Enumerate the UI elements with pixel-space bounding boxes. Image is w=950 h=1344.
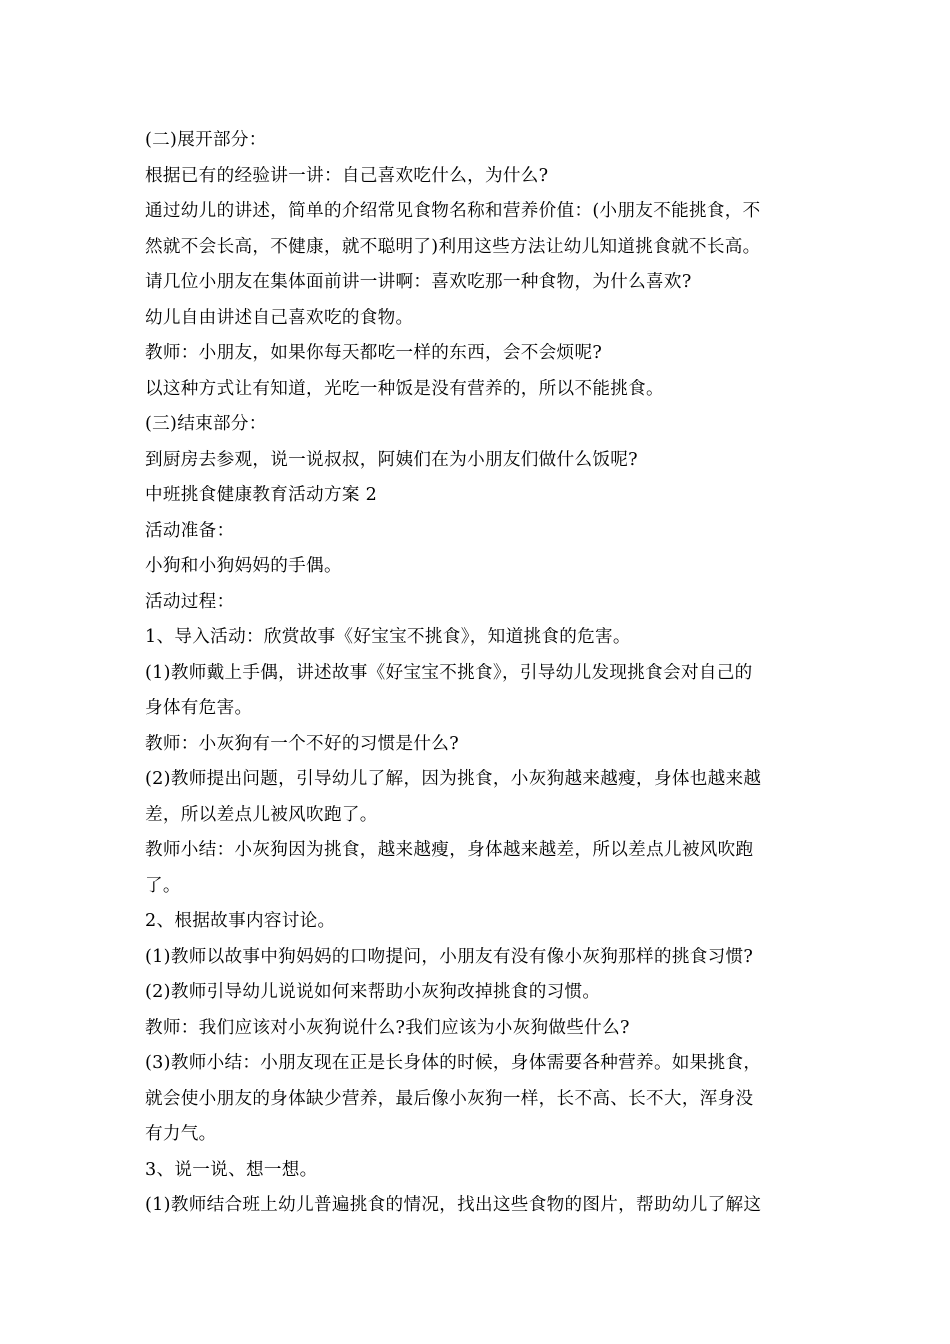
section-heading-ending: (三)结束部分： — [145, 414, 267, 434]
paragraph-line: 根据已有的经验讲一讲：自己喜欢吃什么，为什么? — [145, 165, 549, 186]
paragraph-line: 通过幼儿的讲述，简单的介绍常见食物名称和营养价值：(小朋友不能挑食，不 — [145, 201, 761, 221]
paragraph-line: 小狗和小狗妈妈的手偶。 — [145, 556, 342, 576]
paragraph-line: (3)教师小结：小朋友现在正是长身体的时候，身体需要各种营养。如果挑食， — [145, 1053, 762, 1073]
paragraph-line: 有力气。 — [145, 1124, 217, 1144]
paragraph-line: (1)教师戴上手偶，讲述故事《好宝宝不挑食》，引导幼儿发现挑食会对自己的 — [145, 662, 753, 683]
paragraph-line: 身体有危害。 — [145, 698, 253, 718]
section-heading-expand: (二)展开部分： — [145, 130, 267, 150]
paragraph-line: 教师：我们应该对小灰狗说什么?我们应该为小灰狗做些什么? — [145, 1017, 630, 1038]
paragraph-line: 1、导入活动：欣赏故事《好宝宝不挑食》，知道挑食的危害。 — [145, 627, 631, 647]
paragraph-line: 幼儿自由讲述自己喜欢吃的食物。 — [145, 307, 414, 328]
paragraph-line: 到厨房去参观，说一说叔叔，阿姨们在为小朋友们做什么饭呢? — [145, 449, 638, 470]
paragraph-line: 教师小结：小灰狗因为挑食，越来越瘦，身体越来越差，所以差点儿被风吹跑 — [145, 840, 754, 860]
document-body — [145, 123, 813, 1224]
paragraph-line: 了。 — [145, 875, 181, 896]
paragraph-line: 差，所以差点儿被风吹跑了。 — [145, 804, 378, 825]
plan-title: 中班挑食健康教育活动方案 2 — [145, 485, 378, 505]
paragraph-line: 就会使小朋友的身体缺少营养，最后像小灰狗一样，长不高、长不大，浑身没 — [145, 1088, 754, 1109]
paragraph-line: 教师：小灰狗有一个不好的习惯是什么? — [145, 733, 459, 754]
paragraph-line: 2、根据故事内容讨论。 — [145, 911, 336, 931]
paragraph-line: (2)教师提出问题，引导幼儿了解，因为挑食，小灰狗越来越瘦，身体也越来越 — [145, 769, 762, 789]
section-heading-preparation: 活动准备： — [145, 520, 235, 541]
paragraph-line: 以这种方式让有知道，光吃一种饭是没有营养的，所以不能挑食。 — [145, 378, 664, 399]
section-heading-process: 活动过程： — [145, 591, 235, 612]
paragraph-line: 然就不会长高，不健康，就不聪明了)利用这些方法让幼儿知道挑食就不长高。 — [145, 236, 761, 257]
paragraph-line: (1)教师以故事中狗妈妈的口吻提问，小朋友有没有像小灰狗那样的挑食习惯? — [145, 946, 754, 967]
paragraph-line: 请几位小朋友在集体面前讲一讲啊：喜欢吃那一种食物，为什么喜欢? — [145, 272, 692, 292]
paragraph-line: 教师：小朋友，如果你每天都吃一样的东西，会不会烦呢? — [145, 343, 603, 363]
paragraph-line: (1)教师结合班上幼儿普遍挑食的情况，找出这些食物的图片，帮助幼儿了解这 — [145, 1195, 762, 1215]
paragraph-line: 3、说一说、想一想。 — [145, 1159, 318, 1180]
paragraph-line: (2)教师引导幼儿说说如何来帮助小灰狗改掉挑食的习惯。 — [145, 982, 601, 1002]
